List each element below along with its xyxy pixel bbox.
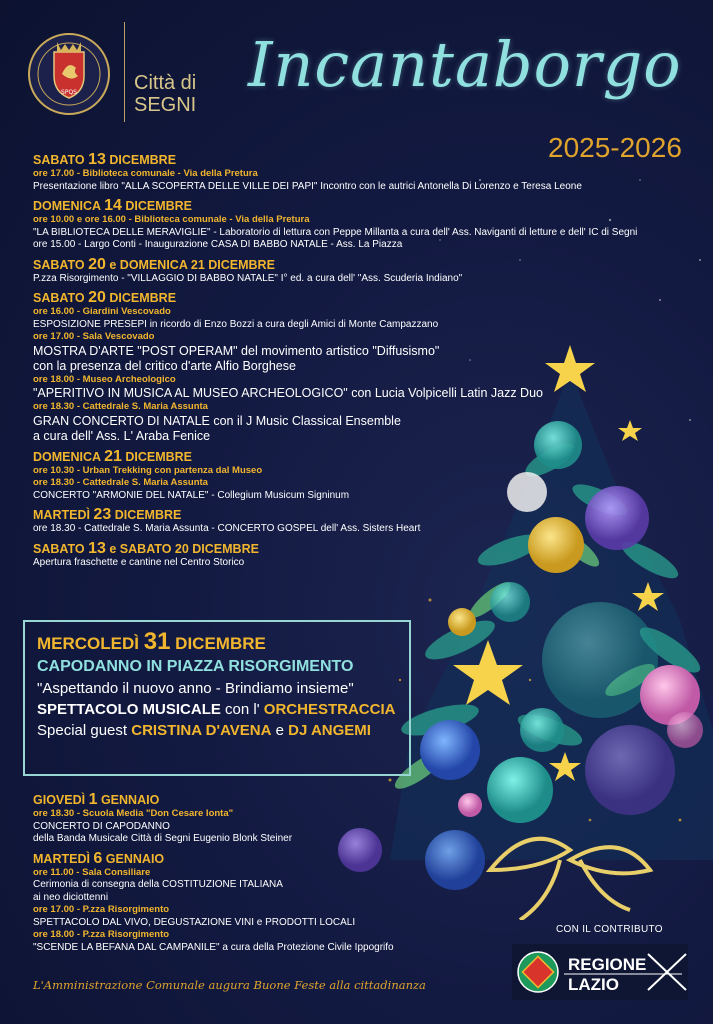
event-block [33,449,673,503]
regione-line2: LAZIO [568,975,619,994]
regione-line1: REGIONE [568,955,647,974]
city-line1: Città di [134,72,197,94]
event-day-number: 1 [88,791,98,808]
event-description: "APERITIVO IN MUSICA AL MUSEO ARCHEOLOGICO" con Lucia Volpicelli Latin Jazz Duo [33,386,543,400]
event-time-location: ore 17.00 - Sala Vescovado [33,331,155,342]
event-block [33,152,673,193]
event-date-text: DICEMBRE [121,449,193,464]
box-show-connector: con l' [220,701,264,718]
contribution-label: CON IL CONTRIBUTO [556,924,663,935]
event-date-text: MARTEDÌ [33,508,94,522]
box-tagline: "Aspettando il nuovo anno - Brindiamo insieme" [37,680,354,697]
event-date-text: DOMENICA [33,449,105,464]
new-year-highlight-box [23,620,411,776]
event-date [33,198,673,214]
event-date-text: DICEMBRE [105,153,177,167]
event-date-text: DICEMBRE [121,199,193,213]
event-day-number: 6 [93,849,103,867]
event-description: Presentazione libro "ALLA SCOPERTA DELLE VILLE DEI PAPI" Incontro con le autrici Antonella Di Lorenzo e Teresa Leone [33,180,582,192]
event-date-text: e DOMENICA 21 DICEMBRE [105,257,275,272]
event-block [33,290,673,444]
event-description: "LA BIBLIOTECA DELLE MERAVIGLIE" - Laboratorio di lettura con Peppe Millanta a cura dell' Ass. Naviganti di letture e dell' IC di Segni [33,226,638,238]
event-date [33,449,673,465]
event-date-text: DOMENICA [33,199,105,213]
box-guest-name: CRISTINA D'AVENA [131,722,272,739]
header-divider [124,22,125,122]
event-block [33,507,673,536]
event-description: GRAN CONCERTO DI NATALE con il J Music Classical Ensemble [33,413,401,428]
regione-lazio-logo [512,944,688,1000]
event-date-text: GENNAIO [102,851,165,866]
event-date [33,290,673,306]
event-day-number: 13 [88,151,106,168]
event-time-location: ore 18.30 - Cattedrale S. Maria Assunta [33,401,208,412]
event-description: P.zza Risorgimento - "VILLAGGIO DI BABBO NATALE" I° ed. a cura dell' "Ass. Scuderia Indiano" [33,272,463,284]
event-time-location: ore 18.30 - Scuola Media "Don Cesare Ionta" [33,808,234,819]
city-name [134,72,196,116]
city-line2: SEGNI [134,94,197,116]
event-date [33,851,453,867]
box-month: DICEMBRE [170,634,266,653]
event-description: ESPOSIZIONE PRESEPI in ricordo di Enzo Bozzi a cura degli Amici di Monte Campazzano [33,318,439,330]
event-date-text: SABATO [33,153,89,167]
event-time-location: ore 18.30 - Cattedrale S. Maria Assunta [33,477,208,488]
event-description: ai neo diciottenni [33,891,109,903]
event-date [33,152,673,168]
event-description: Apertura fraschette e cantine nel Centro Storico [33,556,245,568]
event-date [33,507,673,523]
event-description: a cura dell' Ass. L' Araba Fenice [33,428,211,443]
event-years: 2025-2026 [548,132,682,163]
event-description: con la presenza del critico d'arte Alfio Borghese [33,358,296,373]
event-day-number: 13 [88,539,106,557]
event-block [33,851,453,955]
event-day-number: 21 [104,447,122,465]
event-time-location: ore 11.00 - Sala Consiliare [33,866,151,878]
event-title: Incantaborgo [248,28,682,101]
event-time-location: ore 17.00 - P.zza Risorgimento [33,904,170,915]
event-description: CONCERTO DI CAPODANNO [33,820,170,832]
event-day-number: 20 [88,289,106,306]
event-time-location: ore 10.00 e ore 16.00 - Biblioteca comunale - Via della Pretura [33,214,310,225]
event-date-text: GENNAIO [97,793,160,807]
event-time-location: ore 18.00 - P.zza Risorgimento [33,929,170,940]
footer-greeting: L'Amministrazione Comunale augura Buone Feste alla cittadinanza [33,978,426,992]
city-crest-logo [24,26,114,116]
event-date [33,257,673,273]
logo-motto: SPQS [61,89,77,96]
event-description: SPETTACOLO DAL VIVO, DEGUSTAZIONE VINI e PRODOTTI LOCALI [33,916,356,928]
event-description: ore 15.00 - Largo Conti - Inaugurazione CASA DI BABBO NATALE - Ass. La Piazza [33,239,403,250]
box-dj-name: DJ ANGEMI [288,722,371,739]
event-day-number: 14 [104,197,122,214]
box-show-label: SPETTACOLO MUSICALE [37,701,221,718]
event-date [33,541,673,557]
event-block [33,541,673,570]
event-time-location: ore 10.30 - Urban Trekking con partenza dal Museo [33,464,263,476]
box-orchestra: ORCHESTRACCIA [263,701,396,718]
event-block [33,257,673,286]
box-headline: CAPODANNO IN PIAZZA RISORGIMENTO [37,658,354,675]
box-guest-connector: e [271,722,289,739]
event-date-text: e SABATO 20 DICEMBRE [105,541,259,556]
event-date-text: SABATO [33,291,89,305]
box-day: MERCOLEDÌ [37,634,144,653]
event-date-text: GIOVEDÌ [33,793,89,807]
event-block [33,198,673,252]
box-guest-label: Special guest [37,722,132,739]
box-guest-line [37,720,397,741]
event-time-location: ore 17.00 - Biblioteca comunale - Via della Pretura [33,168,258,179]
event-date-text: DICEMBRE [105,291,177,305]
event-block [33,792,453,846]
box-date [37,630,397,656]
event-time-location: ore 18.00 - Museo Archeologico [33,373,176,385]
event-description: MOSTRA D'ARTE "POST OPERAM" del movimento artistico "Diffusismo" [33,343,440,358]
event-time-location: ore 16.00 - Giardini Vescovado [33,306,171,317]
event-day-number: 20 [88,255,106,273]
event-date-text: SABATO [33,257,89,272]
box-show-line [37,699,397,720]
event-description: della Banda Musicale Città di Segni Eugenio Blonk Steiner [33,833,293,844]
event-date-text: MARTEDÌ [33,851,94,866]
box-day-number: 31 [143,628,171,655]
event-description: ore 18.30 - Cattedrale S. Maria Assunta - CONCERTO GOSPEL dell' Ass. Sisters Heart [33,523,421,534]
event-description: CONCERTO "ARMONIE DEL NATALE" - Collegium Musicum Signinum [33,489,350,501]
event-description: Cerimonia di consegna della COSTITUZIONE ITALIANA [33,879,283,890]
event-description: "SCENDE LA BEFANA DAL CAMPANILE" a cura della Protezione Civile Ippogrifo [33,941,394,953]
event-date [33,792,453,808]
schedule-december [33,152,673,574]
schedule-january [33,792,453,959]
event-date-text: SABATO [33,541,89,556]
event-day-number: 23 [93,506,112,523]
event-date-text: DICEMBRE [111,508,182,522]
